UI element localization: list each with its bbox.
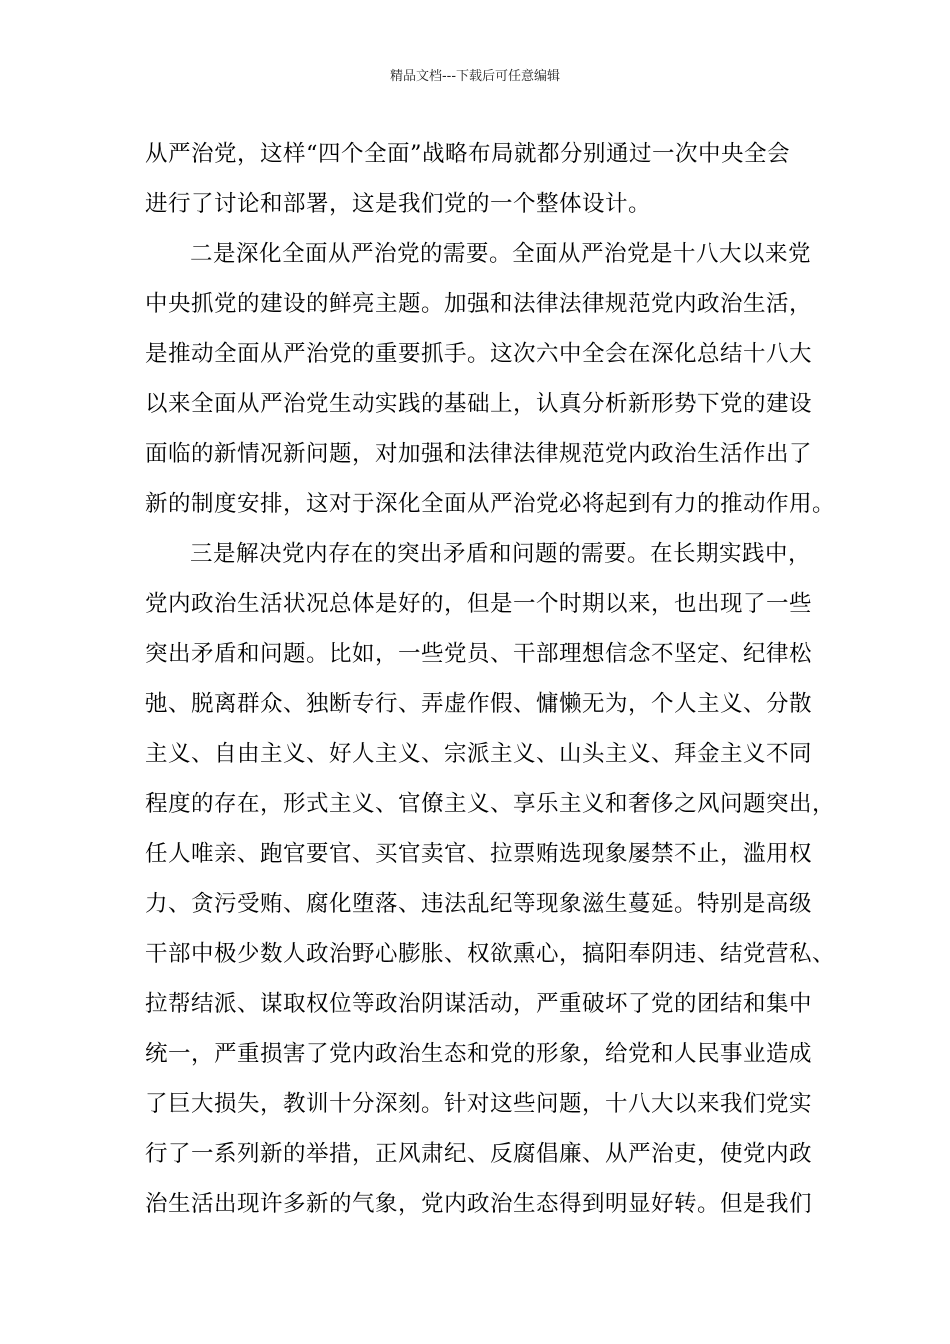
text-line: 主义、自由主义、好人主义、宗派主义、山头主义、拜金主义不同 [145,741,813,767]
text-line: 力、贪污受贿、腐化堕落、违法乱纪等现象滋生蔓延。特别是高级 [145,891,813,917]
text-line: 新的制度安排，这对于深化全面从严治党必将起到有力的推动作用。 [145,491,836,517]
text-line: 任人唯亲、跑官要官、买官卖官、拉票贿选现象屡禁不止，滥用权 [145,841,813,867]
text-line: 弛、脱离群众、独断专行、弄虚作假、慵懒无为，个人主义、分散 [145,691,813,717]
text-line: 突出矛盾和问题。比如，一些党员、干部理想信念不坚定、纪律松 [145,641,813,667]
page-header: 精品文档---下载后可任意编辑 [389,69,561,84]
text-line: 行了一系列新的举措，正风肃纪、反腐倡廉、从严治吏，使党内政 [145,1141,813,1167]
text-line: 了巨大损失，教训十分深刻。针对这些问题，十八大以来我们党实 [145,1091,813,1117]
body-text [145,129,836,1229]
text-line: 二是深化全面从严治党的需要。全面从严治党是十八大以来党 [190,241,812,267]
text-line: 三是解决党内存在的突出矛盾和问题的需要。在长期实践中， [190,541,812,567]
text-line: 从严治党，这样“四个全面”战略布局就都分别通过一次中央全会 [145,141,791,167]
text-line: 面临的新情况新问题，对加强和法律法律规范党内政治生活作出了 [145,441,813,467]
text-line: 干部中极少数人政治野心膨胀、权欲熏心，搞阳奉阴违、结党营私、 [145,941,836,967]
text-line: 中央抓党的建设的鲜亮主题。加强和法律法律规范党内政治生活， [145,291,813,317]
text-line: 以来全面从严治党生动实践的基础上，认真分析新形势下党的建设 [145,391,813,417]
text-line: 治生活出现许多新的气象，党内政治生态得到明显好转。但是我们 [145,1191,813,1217]
text-line: 程度的存在，形式主义、官僚主义、享乐主义和奢侈之风问题突出， [145,791,836,817]
text-line: 进行了讨论和部署，这是我们党的一个整体设计。 [145,191,652,217]
text-line: 拉帮结派、谋取权位等政治阴谋活动，严重破坏了党的团结和集中 [145,991,813,1017]
text-line: 统一，严重损害了党内政治生态和党的形象，给党和人民事业造成 [145,1041,813,1067]
text-line: 党内政治生活状况总体是好的，但是一个时期以来，也出现了一些 [145,591,813,617]
text-line: 是推动全面从严治党的重要抓手。这次六中全会在深化总结十八大 [145,341,813,367]
